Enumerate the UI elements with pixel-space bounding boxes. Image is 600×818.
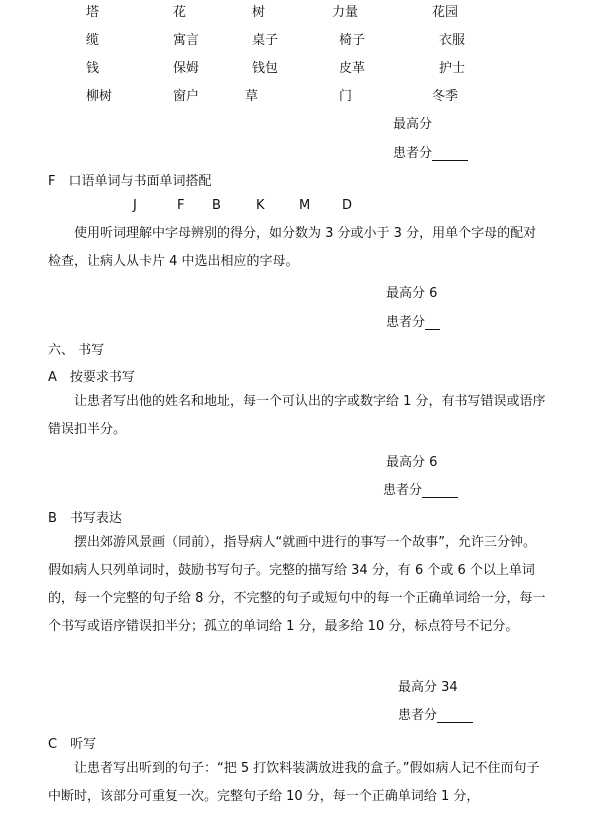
word-cell: 塔 [86, 5, 100, 20]
word-cell: 柳树 [86, 89, 113, 104]
patient-score: 患者分 [386, 311, 440, 330]
letter: J [133, 198, 137, 213]
max-score: 最高分 34 [398, 680, 458, 695]
word-cell: 花园 [432, 5, 459, 20]
word-cell: 钱 [86, 61, 100, 76]
word-cell: 树 [252, 5, 266, 20]
max-score-label: 最高分 [393, 117, 433, 132]
word-cell: 寓言 [173, 33, 200, 48]
word-cell: 护士 [439, 61, 466, 76]
word-cell: 力量 [332, 5, 359, 20]
word-cell: 缆 [86, 33, 100, 48]
letter: B [212, 198, 221, 213]
word-cell: 冬季 [432, 89, 459, 104]
section-a-title: A 按要求书写 [48, 370, 135, 385]
max-score: 最高分 6 [386, 286, 438, 301]
letter: D [342, 198, 353, 213]
section-f-paragraph: 使用听词理解中字母辨别的得分，如分数为 3 分或小于 3 分，用单个字母的配对检查，让病人从卡片 4 中选出相应的字母。 [48, 226, 537, 269]
max-score: 最高分 6 [386, 455, 438, 470]
word-cell: 衣服 [439, 33, 466, 48]
letter: M [299, 198, 311, 213]
word-cell: 草 [245, 89, 259, 104]
patient-score: 患者分 [383, 479, 458, 498]
section-c-title: C 听写 [48, 737, 97, 752]
patient-score: 患者分 [393, 142, 468, 161]
section-a-paragraph: 让患者写出他的姓名和地址，每一个可认出的字或数字给 1 分，有书写错误或语序错误扣半分。 [48, 394, 546, 437]
section-f-title: F 口语单词与书面单词搭配 [48, 174, 212, 189]
letter: F [177, 198, 185, 213]
word-cell: 桌子 [252, 33, 279, 48]
section-b-title: B 书写表达 [48, 511, 122, 526]
word-cell: 窗户 [173, 89, 200, 104]
word-cell: 门 [339, 89, 353, 104]
patient-score: 患者分 [398, 704, 473, 723]
word-cell: 花 [173, 5, 187, 20]
letter: K [256, 198, 265, 213]
section-c-paragraph: 让患者写出听到的句子：“把 5 打饮料装满放进我的盒子。”假如病人记不住而句子中断时，该部分可重复一次。完整句子给 10 分，每一个正确单词给 1 分， [48, 761, 540, 804]
word-cell: 皮革 [339, 61, 366, 76]
word-cell: 钱包 [252, 61, 279, 76]
section-b-paragraph: 摆出郊游风景画（同前），指导病人“就画中进行的事写一个故事”，允许三分钟。假如病人只列单词时，鼓励书写句子。完整的描写给 34 分，有 6 个或 6 个以上单词的，每一个完整的句子给 8 分，不完整的句子或短句中的每一个正确单词给一分，每一个书写或语序错误扣半分；孤立的单词给 1 分，最多给 10 分，标点符号不记分。 [48, 535, 546, 634]
word-cell: 椅子 [339, 33, 366, 48]
section-6-title: 六、 书写 [48, 343, 105, 358]
word-cell: 保姆 [173, 61, 200, 76]
